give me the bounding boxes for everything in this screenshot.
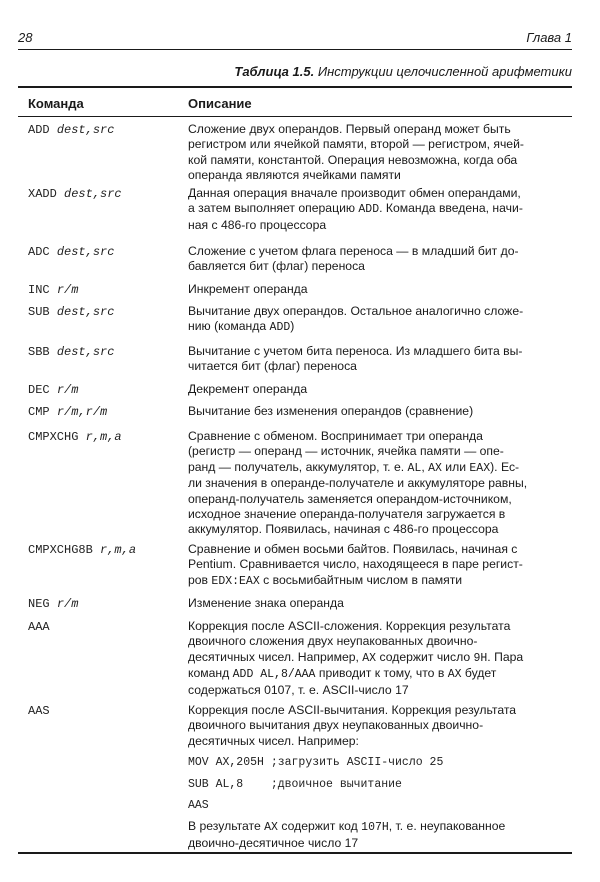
- description-line: нию (команда ADD): [188, 319, 295, 335]
- description-line: операнда являются ячейками памяти: [188, 168, 401, 183]
- command-operands: r/m: [56, 597, 79, 611]
- command-mnemonic: XADD: [28, 187, 57, 201]
- description-line: (регистр — операнд — источник, ячейка памяти — опе-: [188, 444, 504, 459]
- table-row-command: [28, 543, 136, 557]
- table-header-rule: [18, 116, 572, 117]
- description-line: десятичных чисел. Например, AX содержит число 9H. Пара: [188, 649, 524, 665]
- table-row-description: [188, 282, 560, 297]
- description-line: Сравнение с обменом. Воспринимает три операнда: [188, 429, 483, 443]
- table-row-command: [28, 283, 78, 297]
- description-line: двоичного сложения двух неупакованных двоично-: [188, 634, 478, 649]
- description-line: Инкремент операнда: [188, 282, 308, 296]
- table-row-command: [28, 187, 122, 201]
- table-row-command: [28, 704, 50, 718]
- description-line: читается бит (флаг) переноса: [188, 359, 357, 374]
- command-mnemonic: ADC: [28, 245, 50, 259]
- table-row-description: [188, 244, 560, 275]
- command-mnemonic: INC: [28, 283, 50, 297]
- code-line: AAS: [188, 799, 209, 813]
- description-line: ли значения в операнде-получателе и аккумуляторе равны,: [188, 476, 528, 491]
- command-mnemonic: CMP: [28, 405, 50, 419]
- table-row-command: [28, 383, 78, 397]
- command-mnemonic: NEG: [28, 597, 50, 611]
- description-line: ная с 486-го процессора: [188, 217, 327, 232]
- description-line: регистром или ячейкой памяти, второй — регистром, ячей-: [188, 137, 524, 152]
- table-row-command: [28, 620, 50, 634]
- description-line: Изменение знака операнда: [188, 596, 344, 610]
- description-line: Вычитание без изменения операндов (сравнение): [188, 404, 474, 418]
- table-row-description: [188, 304, 560, 336]
- table-row-description: [188, 619, 560, 698]
- table-caption-label: Таблица 1.5.: [234, 64, 315, 79]
- description-line: бавляется бит (флаг) переноса: [188, 259, 365, 274]
- description-line: исходное значение операнда-получателя загружается в: [188, 507, 506, 522]
- table-row-description: [188, 542, 560, 589]
- command-operands: r/m: [56, 283, 79, 297]
- table-row-description: [188, 186, 560, 233]
- table-row-command: [28, 345, 114, 359]
- description-line: операнд-получатель заменяется операндом-источником,: [188, 491, 512, 506]
- table-row-command: [28, 305, 114, 319]
- table-row-description: [188, 382, 560, 397]
- command-mnemonic: SUB: [28, 305, 50, 319]
- description-line: а затем выполняет операцию ADD. Команда введена, начи-: [188, 201, 523, 217]
- description-line: кой памяти, константой. Операция невозможна, когда оба: [188, 152, 518, 167]
- table-caption: [234, 64, 572, 79]
- code-line: SUB AL,8 ;двоичное вычитание: [188, 777, 402, 791]
- header-rule: [18, 49, 572, 50]
- description-line: Коррекция после ASCII-сложения. Коррекция результата: [188, 619, 511, 633]
- description-line: Коррекция после ASCII-вычитания. Коррекция результата: [188, 703, 517, 717]
- description-line: содержаться 0107, т. е. ASCII-число 17: [188, 682, 409, 697]
- description-line: Сложение с учетом флага переноса — в младший бит до-: [188, 244, 519, 258]
- command-operands: dest,src: [56, 123, 115, 137]
- table-top-rule: [18, 86, 572, 88]
- table-row-description: [188, 429, 560, 538]
- description-line: аккумулятор. Появилась, начиная с 486-го процессора: [188, 522, 499, 537]
- column-header-description: Описание: [188, 96, 252, 111]
- running-header: [18, 30, 572, 48]
- command-mnemonic: DEC: [28, 383, 50, 397]
- chapter-title: Глава 1: [526, 30, 572, 45]
- command-mnemonic: CMPXCHG: [28, 430, 79, 444]
- table-row-command: [28, 405, 107, 419]
- command-operands: r/m,r/m: [56, 405, 108, 419]
- description-line: Pentium. Сравнивается число, находящееся в паре регист-: [188, 557, 523, 572]
- command-operands: dest,src: [56, 345, 115, 359]
- description-line: двоичного вычитания двух неупакованных двоично-: [188, 718, 484, 733]
- description-line: Сравнение и обмен восьми байтов. Появилась, начиная с: [188, 542, 518, 556]
- table-row-command: [28, 430, 122, 444]
- command-operands: dest,src: [56, 305, 115, 319]
- table-row-description: [188, 404, 560, 419]
- command-mnemonic: ADD: [28, 123, 50, 137]
- table-bottom-rule: [18, 852, 572, 854]
- command-operands: r,m,a: [85, 430, 122, 444]
- description-line: Вычитание двух операндов. Остальное аналогично сложе-: [188, 304, 524, 318]
- table-row-description: [188, 596, 560, 611]
- description-line: ров EDX:EAX с восьмибайтным числом в памяти: [188, 572, 463, 588]
- table-row-command: [28, 123, 114, 137]
- command-operands: dest,src: [56, 245, 115, 259]
- table-row-command: [28, 245, 114, 259]
- command-mnemonic: AAS: [28, 704, 50, 718]
- command-operands: dest,src: [64, 187, 122, 201]
- description-line: В результате AX содержит код 107H, т. е. неупакованное: [188, 819, 506, 835]
- description-line: ранд — получатель, аккумулятор, т. е. AL, AX или EAX). Ес-: [188, 459, 520, 475]
- command-operands: r/m: [56, 383, 79, 397]
- code-line: MOV AX,205H ;загрузить ASCII-число 25: [188, 756, 444, 770]
- table-row-description: [188, 122, 560, 184]
- description-line: двоично-десятичное число 17: [188, 835, 359, 850]
- description-line: десятичных чисел. Например:: [188, 733, 359, 748]
- description-line: Данная операция вначале производит обмен операндами,: [188, 186, 521, 200]
- description-line: Вычитание с учетом бита переноса. Из младшего бита вы-: [188, 344, 523, 358]
- command-mnemonic: AAA: [28, 620, 50, 634]
- table-row-command: [28, 597, 78, 611]
- command-operands: r,m,a: [100, 543, 137, 557]
- table-row-description: [188, 344, 560, 375]
- command-mnemonic: CMPXCHG8B: [28, 543, 93, 557]
- table-row-description: [188, 703, 560, 851]
- table-caption-title: Инструкции целочисленной арифметики: [317, 64, 572, 79]
- description-line: Декремент операнда: [188, 382, 308, 396]
- description-line: Сложение двух операндов. Первый операнд может быть: [188, 122, 511, 136]
- command-mnemonic: SBB: [28, 345, 50, 359]
- column-header-command: Команда: [28, 96, 84, 111]
- description-line: команд ADD AL,8/AAA приводит к тому, что в AX будет: [188, 666, 497, 682]
- page-number: 28: [18, 30, 33, 45]
